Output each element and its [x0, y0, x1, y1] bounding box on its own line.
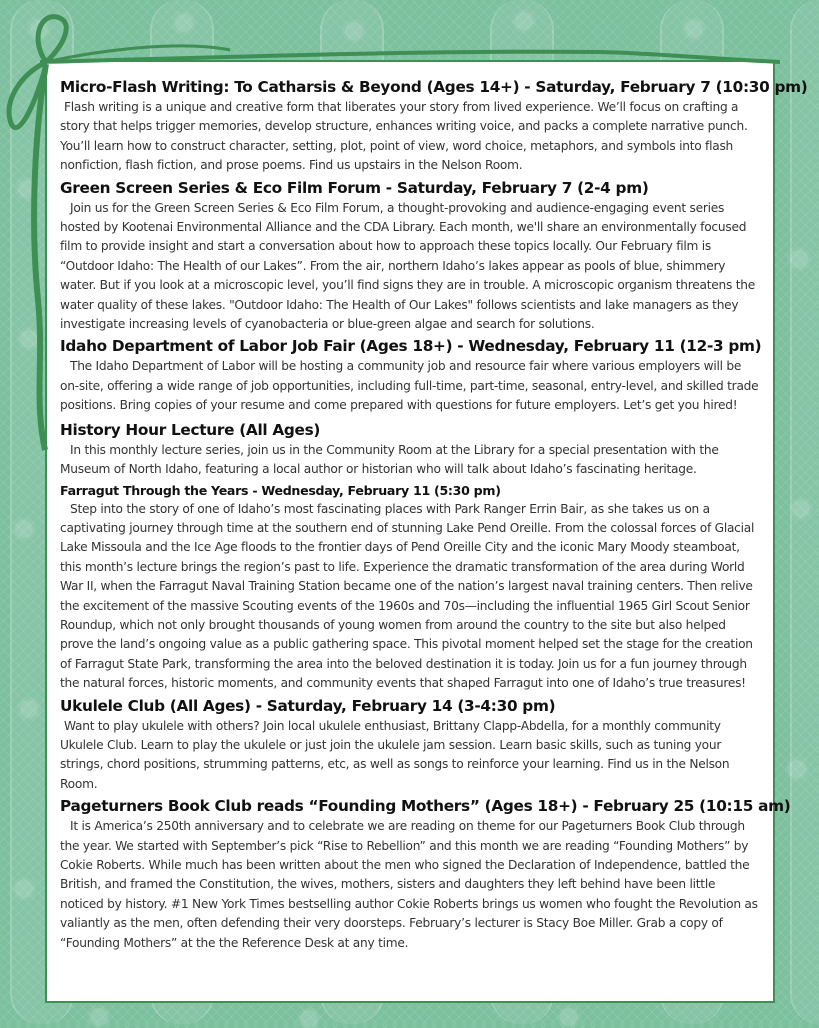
event-title: History Hour Lecture (All Ages)	[60, 420, 321, 439]
events-panel	[45, 60, 808, 1003]
event-title: Green Screen Series & Eco Film Forum - Saturday, February 7 (2-4 pm)	[60, 178, 649, 197]
event-pageturners-book-club	[60, 795, 791, 953]
event-description: The Idaho Department of Labor will be hosting a community job and resource fair where various employers will be on-site, offering a wide range of job opportunities, including full-time, part-time, seasonal, entry-level, and skilled trade positions. Bring copies of your resume and come prepared with questions for future employers. Let’s get you hired!	[60, 359, 759, 413]
event-job-fair	[60, 335, 761, 415]
event-title: Pageturners Book Club reads “Founding Mothers” (Ages 18+) - February 25 (10:15 am)	[60, 797, 791, 816]
rose-motif-icon	[685, 20, 703, 38]
event-history-hour	[60, 419, 761, 694]
event-subtitle: Farragut Through the Years - Wednesday, February 11 (5:30 pm)	[60, 482, 501, 498]
rose-motif-icon	[18, 180, 36, 198]
event-title: Ukulele Club (All Ages) - Saturday, February 14 (3-4:30 pm)	[60, 696, 556, 715]
event-description: In this monthly lecture series, join us in the Community Room at the Library for a special presentation with the Museum of North Idaho, featuring a local author or historian who will talk about Idaho’s fascinating heritage.	[60, 442, 719, 477]
rose-motif-icon	[560, 1008, 578, 1026]
event-title: Idaho Department of Labor Job Fair (Ages 18+) - Wednesday, February 11 (12-3 pm)	[60, 337, 762, 356]
event-title: Micro-Flash Writing: To Catharsis & Beyond (Ages 14+) - Saturday, February 7 (10:30 pm)	[60, 78, 808, 96]
rose-motif-icon	[788, 760, 806, 778]
rose-motif-icon	[30, 20, 48, 38]
rose-motif-icon	[345, 22, 363, 40]
event-description: It is America’s 250th anniversary and to celebrate we are reading on theme for our Pageturners Book Club through the year. We started with September’s pick “Rise to Rebellion” and this month we are reading “Founding Mothers” by Cokie Roberts. While much has been written about the men who signed the Declaration of Independence, battled the British, and framed the Constitution, the wives, mothers, sisters and daughters they left behind have been little noticed by history. #1 New York Times bestselling author Cokie Roberts brings us women who fought the Revolution as valiantly as the men, often defending their very doorsteps. February’s lecturer is Stacy Boe Miller. Grab a copy of “Founding Mothers” at the the Reference Desk at any time.	[60, 819, 758, 950]
rose-motif-icon	[15, 880, 33, 898]
rose-motif-icon	[792, 500, 810, 518]
rose-motif-icon	[20, 700, 38, 718]
event-description: Want to play ukulele with others? Join local ukulele enthusiast, Brittany Clapp-Abdella, for a monthly community Ukulele Club. Learn to play the ukulele or just join the ukulele jam session. Learn basic skills, such as tuning your strings, chord positions, strumming patterns, etc, as well as songs to reinforce your learning. Find us in the Nelson Room.	[60, 718, 730, 791]
rose-motif-icon	[790, 250, 808, 268]
event-description: Join us for the Green Screen Series & Eco Film Forum, a thought-provoking and audience-engaging event series hosted by Kootenai Environmental Alliance and the CDA Library. Each month, we'll share an environmentally focused film to provide insight and start a conversation about how to approach these topics locally. Our February film is “Outdoor Idaho: The Health of our Lakes”. From the air, northern Idaho’s lakes appear as pools of blue, shimmery water. But if you look at a microscopic level, you’ll find signs they are in trouble. A microscopic organism threatens the water quality of these lakes. "Outdoor Idaho: The Health of Our Lakes" follows scientists and lake managers as they investigate increasing levels of cyanobacteria or blue-green algae and search for solutions.	[60, 200, 755, 332]
rose-motif-icon	[90, 1008, 108, 1026]
rose-motif-icon	[15, 520, 33, 538]
event-description: Flash writing is a unique and creative form that liberates your story from lived experience. We’ll focus on crafting a story that helps trigger memories, develop structure, enhances writing voice, and packs a complete narrative punch. You’ll learn how to construct character, setting, plot, point of view, word choice, metaphors, and symbols into flash nonfiction, flash fiction, and prose poems. Find us upstairs in the Nelson Room.	[60, 100, 748, 173]
rose-motif-icon	[515, 12, 533, 30]
event-micro-flash-writing	[60, 76, 808, 176]
rose-motif-icon	[20, 330, 38, 348]
event-sub-description: Step into the story of one of Idaho’s most fascinating places with Park Ranger Errin Bair, as she takes us on a captivating journey through time at the southern end of stunning Lake Pend Oreille. From the colossal forces of Glacial Lake Missoula and the Ice Age floods to the frontier days of Pend Oreille City and the iconic Mary Moody steamboat, this month’s lecture brings the region’s past to life. Experience the dramatic transformation of the area during World War II, when the Farragut Naval Training Station became one of the nation’s largest naval training centers. Then relive the excitement of the massive Scouting events of the 1960s and 70s—including the influential 1965 Girl Scout Senior Roundup, which not only brought thousands of young women from around the country to the site but also helped prove the land’s ongoing value as a public gathering space. This pivotal moment helped set the stage for the creation of Farragut State Park, transforming the area into the beloved destination it is today. Join us for a fun journey through the natural forces, historic moments, and community events that shaped Farragut into one of Idaho’s true treasures!	[60, 501, 755, 691]
event-green-screen-series	[60, 177, 761, 335]
rose-motif-icon	[175, 14, 193, 32]
event-ukulele-club	[60, 695, 761, 795]
rose-motif-icon	[300, 1010, 318, 1028]
